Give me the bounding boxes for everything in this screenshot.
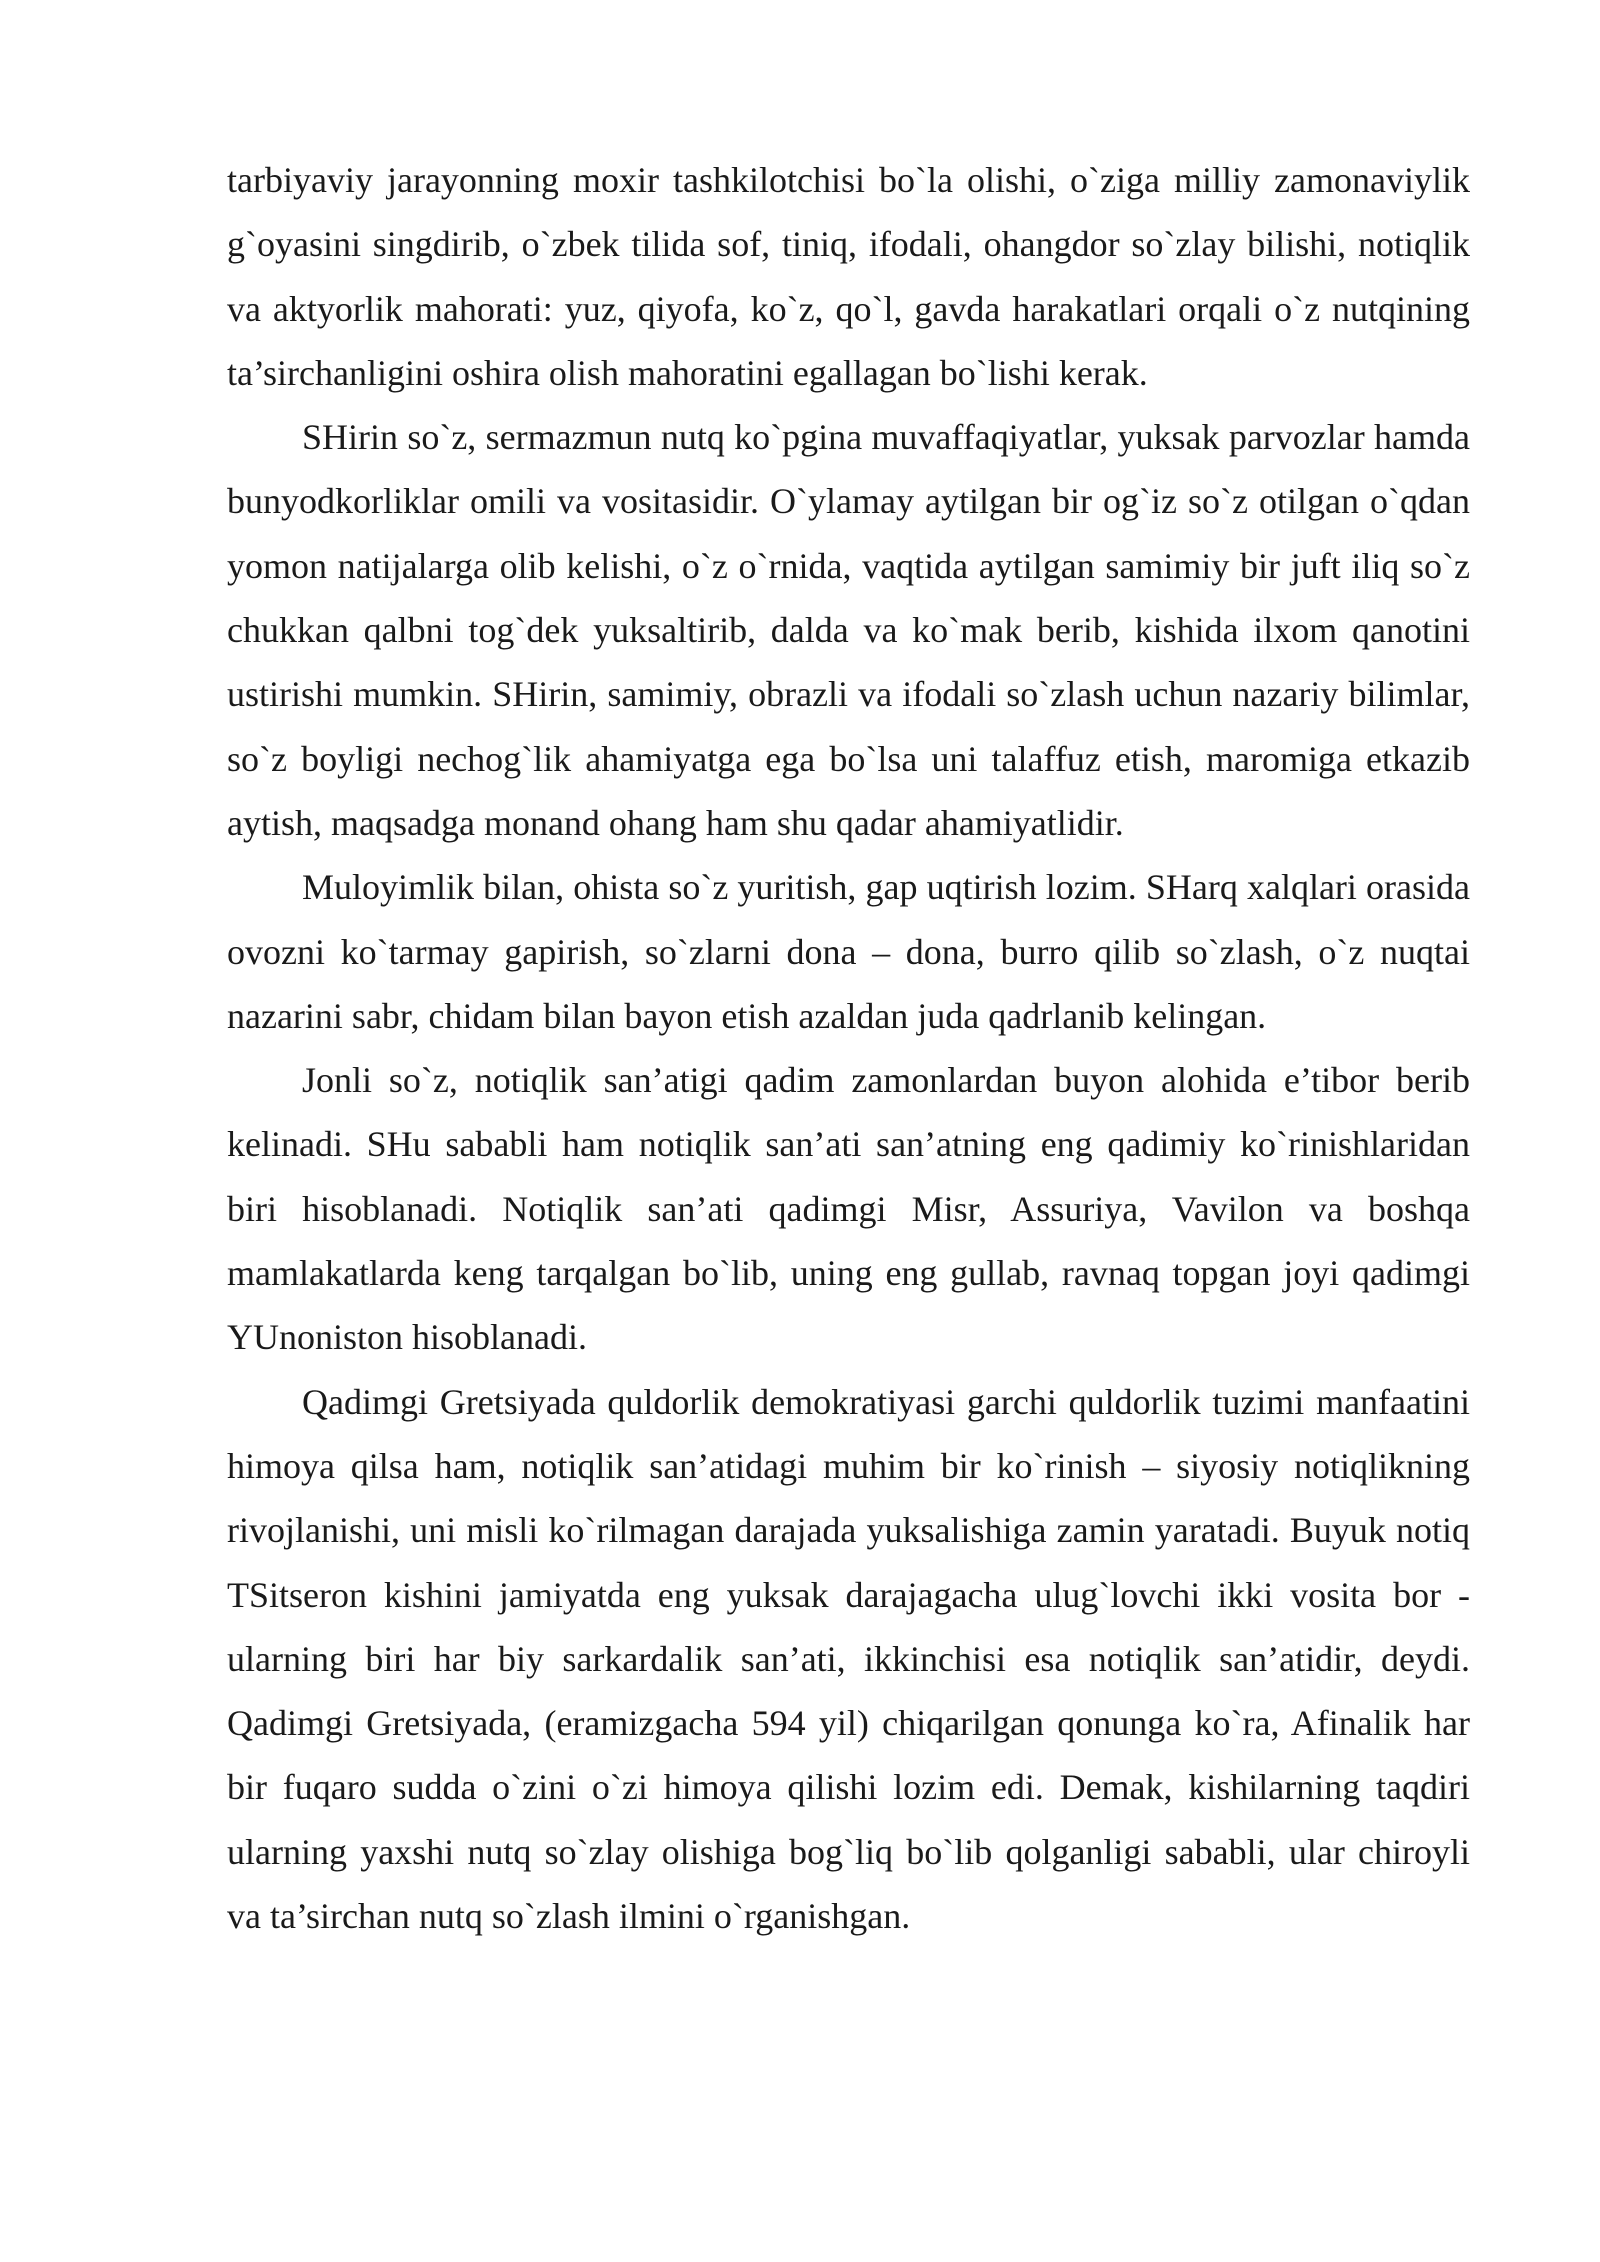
paragraph: Qadimgi Gretsiyada quldorlik demokratiyasi garchi quldorlik tuzimi manfaatini himoya qilsa ham, notiqlik san’atidagi muhim bir ko`rinish – siyosiy notiqlikning rivojlanishi, uni misli ko`rilmagan darajada yuksalishiga zamin yaratadi. Buyuk notiq TSitseron kishini jamiyatda eng yuksak darajagacha ulug`lovchi ikki vosita bor - ularning biri har biy sarkardalik san’ati, ikkinchisi esa notiqlik san’atidir, deydi. Qadimgi Gretsiyada, (eramizgacha 594 yil) chiqarilgan qonunga ko`ra, Afinalik har bir fuqaro sudda o`zini o`zi himoya qilishi lozim edi. Demak, kishilarning taqdiri ularning yaxshi nutq so`zlay olishiga bog`liq bo`lib qolganligi sababli, ular chiroyli va ta’sirchan nutq so`zlash ilmini o`rganishgan. [227, 1381, 1470, 1937]
paragraph: Jonli so`z, notiqlik san’atigi qadim zamonlardan buyon alohida e’tibor berib kelinadi. SHu sababli ham notiqlik san’ati san’atning eng qadimiy ko`rinishlaridan biri hisoblanadi. Notiqlik san’ati qadimgi Misr, Assuriya, Vavilon va boshqa mamlakatlarda keng tarqalgan bo`lib, uning eng gullab, ravnaq topgan joyi qadimgi YUnoniston hisoblanadi. [227, 1060, 1470, 1358]
document-body [227, 148, 1470, 1948]
paragraph: Muloyimlik bilan, ohista so`z yuritish, gap uqtirish lozim. SHarq xalqlari orasida ovozni ko`tarmay gapirish, so`zlarni dona – dona, burro qilib so`zlash, o`z nuqtai nazarini sabr, chidam bilan bayon etish azaldan juda qadrlanib kelingan. [227, 867, 1470, 1036]
paragraph: SHirin so`z, sermazmun nutq ko`pgina muvaffaqiyatlar, yuksak parvozlar hamda bunyodkorliklar omili va vositasidir. O`ylamay aytilgan bir og`iz so`z otilgan o`qdan yomon natijalarga olib kelishi, o`z o`rnida, vaqtida aytilgan samimiy bir juft iliq so`z chukkan qalbni tog`dek yuksaltirib, dalda va ko`mak berib, kishida ilxom qanotini ustirishi mumkin. SHirin, samimiy, obrazli va ifodali so`zlash uchun nazariy bilimlar, so`z boyligi nechog`lik ahamiyatga ega bo`lsa uni talaffuz etish, maromiga etkazib aytish, maqsadga monand ohang ham shu qadar ahamiyatlidir. [227, 417, 1470, 843]
paragraph-continuation: tarbiyaviy jarayonning moxir tashkilotchisi bo`la olishi, o`ziga milliy zamonaviylik g`oyasini singdirib, o`zbek tilida sof, tiniq, ifodali, ohangdor so`zlay bilishi, notiqlik va aktyorlik mahorati: yuz, qiyofa, ko`z, qo`l, gavda harakatlari orqali o`z nutqining ta’sirchanligini oshira olish mahoratini egallagan bo`lishi kerak. [227, 160, 1470, 393]
